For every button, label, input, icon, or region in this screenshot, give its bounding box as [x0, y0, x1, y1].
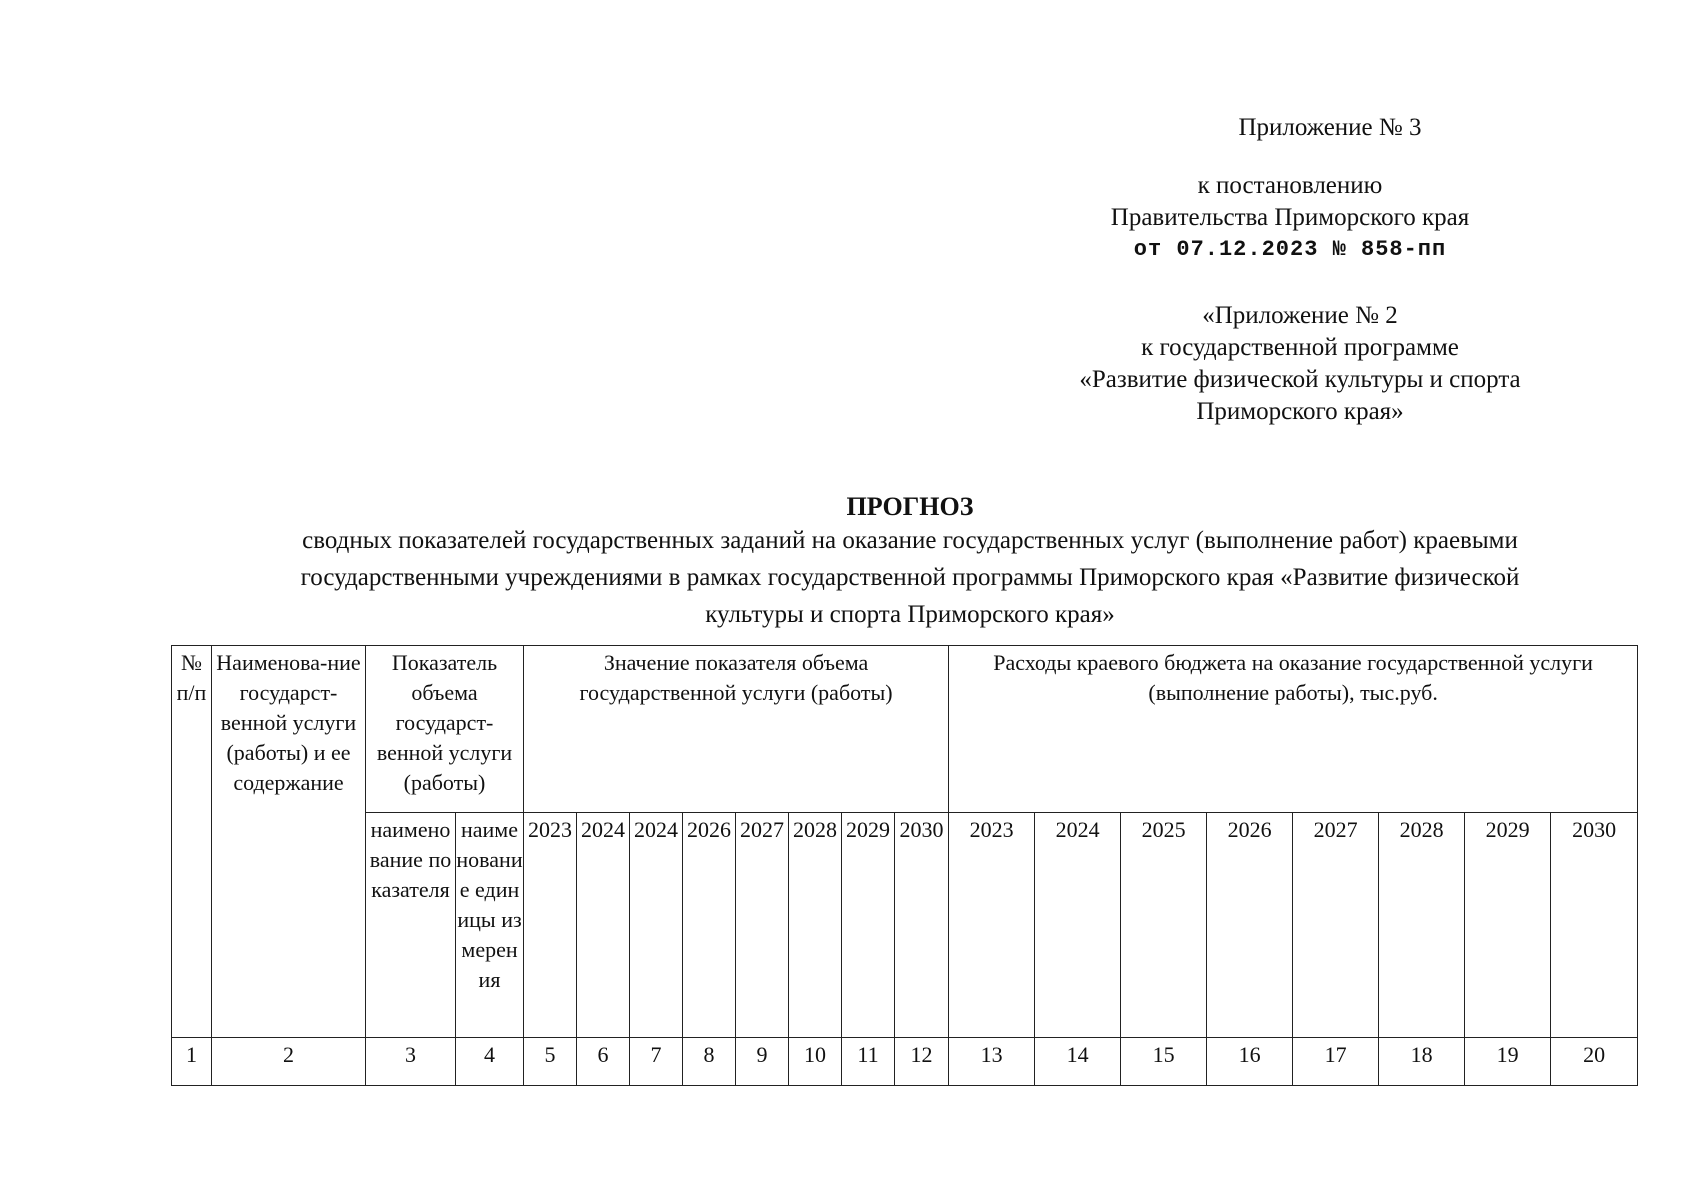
column-number-row	[172, 1038, 1638, 1086]
header-indicator-value: Значение показателя объема государственной услуги (работы)	[524, 646, 949, 813]
appendix-2-reference	[960, 300, 1640, 428]
header-number: № п/п	[172, 646, 212, 1038]
header-indicator: Показатель объема государст-венной услуги (работы)	[366, 646, 524, 813]
expense-year: 2027	[1293, 813, 1379, 1038]
column-number: 1	[172, 1038, 212, 1086]
decree-reference	[1020, 170, 1560, 266]
expense-year: 2030	[1551, 813, 1638, 1038]
expense-year: 2025	[1121, 813, 1207, 1038]
value-year: 2028	[789, 813, 842, 1038]
column-number: 4	[456, 1038, 524, 1086]
value-year: 2024	[630, 813, 683, 1038]
column-number: 13	[949, 1038, 1035, 1086]
column-number: 18	[1379, 1038, 1465, 1086]
forecast-table	[171, 645, 1638, 1086]
column-number: 17	[1293, 1038, 1379, 1086]
column-number: 15	[1121, 1038, 1207, 1086]
expense-year: 2023	[949, 813, 1035, 1038]
expense-year: 2024	[1035, 813, 1121, 1038]
column-number: 5	[524, 1038, 577, 1086]
column-number: 6	[577, 1038, 630, 1086]
subtitle-line-3: культуры и спорта Приморского края»	[705, 601, 1115, 628]
appendix-2-line-4: Приморского края»	[1196, 398, 1404, 425]
column-number: 8	[683, 1038, 736, 1086]
expense-year: 2028	[1379, 813, 1465, 1038]
subtitle-line-2: государственными учреждениями в рамках государственной программы Приморского края «Развитие физической	[300, 564, 1520, 591]
subheader-indicator-name: наименование показателя	[366, 813, 456, 1038]
column-number: 11	[842, 1038, 895, 1086]
column-number: 9	[736, 1038, 789, 1086]
subheader-row	[172, 813, 1638, 1038]
value-year: 2024	[577, 813, 630, 1038]
value-year: 2026	[683, 813, 736, 1038]
appendix-2-line-1: «Приложение № 2	[1202, 302, 1398, 329]
value-year: 2030	[895, 813, 949, 1038]
expense-year: 2026	[1207, 813, 1293, 1038]
appendix-3-label	[1150, 112, 1510, 144]
column-number: 2	[212, 1038, 366, 1086]
appendix-3-text: Приложение № 3	[1238, 114, 1422, 141]
column-number: 10	[789, 1038, 842, 1086]
value-year: 2029	[842, 813, 895, 1038]
decree-line-2: Правительства Приморского края	[1110, 204, 1470, 231]
header-service-name: Наименова-ние государст-венной услуги (работы) и ее содержание	[212, 646, 366, 1038]
document-title: ПРОГНОЗ	[846, 492, 974, 521]
value-year: 2027	[736, 813, 789, 1038]
header-budget-expenses: Расходы краевого бюджета на оказание государственной услуги (выполнение работы), тыс.руб.	[949, 646, 1638, 813]
column-number: 19	[1465, 1038, 1551, 1086]
decree-date: от 07.12.2023 № 858-пп	[1133, 237, 1447, 262]
column-number: 16	[1207, 1038, 1293, 1086]
column-number: 7	[630, 1038, 683, 1086]
subtitle-line-1: сводных показателей государственных заданий на оказание государственных услуг (выполнение работ) краевыми	[302, 527, 1518, 554]
appendix-2-line-3: «Развитие физической культуры и спорта	[1079, 366, 1521, 393]
column-number: 3	[366, 1038, 456, 1086]
column-number: 20	[1551, 1038, 1638, 1086]
expense-year: 2029	[1465, 813, 1551, 1038]
column-number: 12	[895, 1038, 949, 1086]
column-number: 14	[1035, 1038, 1121, 1086]
value-year: 2023	[524, 813, 577, 1038]
decree-line-1: к постановлению	[1197, 172, 1383, 199]
subheader-unit-name: наименование единицы измерения	[456, 813, 524, 1038]
appendix-2-line-2: к государственной программе	[1141, 334, 1459, 361]
document-subtitle	[180, 522, 1640, 633]
